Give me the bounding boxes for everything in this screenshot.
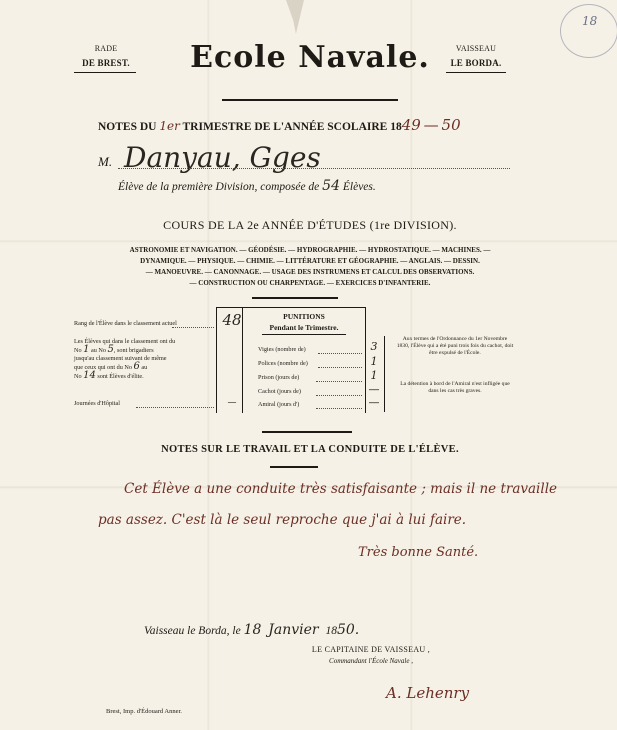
header-right-line1: VAISSEAU [455,44,497,53]
hopital-dotline [136,407,214,408]
header-right-line2: LE BORDA. [450,58,502,68]
hopital-label: Journées d'Hôpital [74,400,120,407]
notes-middle: TRIMESTRE DE L'ANNÉE SCOLAIRE 18 [182,121,402,133]
eleves-n3: 6 [133,361,140,372]
punitions-note-1: Aux termes de l'Ordonnance du 1er Novembre 1830, l'Élève qui a été puni trois fois du cachot, doit être expulsé de l'École. [396,336,514,357]
notes-line-1: Cet Élève a une conduite très satisfaisante ; mais il ne travaille [124,481,558,497]
division-line [118,178,376,194]
division-count-hand: 54 [322,178,340,194]
punition-row-4-dots [316,395,362,396]
notes-trimester-line [98,116,558,134]
closing-month-hand: Janvier [268,622,319,638]
paper-tear [286,0,304,34]
course-rule [252,297,338,299]
eleves-line-3: jusqu'au classement suivant de même [74,355,167,362]
closing-year-prefix: 18 [325,625,337,637]
commandant-title: Commandant l'École Navale , [329,657,413,665]
punition-row-3-dots [316,381,362,382]
header-left-line2: DE BREST. [82,58,130,68]
rang-value: 48 [222,311,242,329]
punitions-top-rule [216,307,366,308]
eleves-n2: 5 [107,344,114,355]
eleves-no-label-4: No [74,373,82,380]
punition-row-2-dots [318,367,362,368]
header-left-rule [74,72,136,73]
notes-heading: NOTES SUR LE TRAVAIL ET LA CONDUITE DE L'ÉLÈVE. [161,444,459,455]
course-line-3: — MANOEUVRE. — CANONNAGE. — USAGE DES INSTRUMENS ET CALCUL DES OBSERVATIONS. [145,268,475,276]
year1-hand: 49 [401,116,421,134]
eleves-no-label-2: au No [91,347,106,354]
captain-title: LE CAPITAINE DE VAISSEAU , [311,645,431,654]
captain-signature: A. Lehenry [386,684,470,702]
closing-le: , le [226,625,241,637]
eleves-brigadiers: , sont brigadiers [113,347,154,354]
punition-row-2-value: 1 [370,355,378,368]
course-line-4: — CONSTRUCTION OU CHARPENTAGE. — EXERCICES D'INFANTERIE. [189,279,431,287]
section-rule-top [262,431,352,433]
punition-row-3-label: Prison (jours de) [258,374,300,381]
corner-note: 18 [582,14,598,28]
notes-line-3: Très bonne Santé. [358,545,479,560]
corner-stamp [560,4,617,58]
punitions-note-2: La détention à bord de l'Amiral n'est infligée que dans les cas très graves. [400,381,510,395]
closing-place: Vaisseau le Borda [144,625,227,637]
closing-year-hand: 50. [336,622,360,638]
closing-line [144,622,359,638]
name-dotline [118,168,510,169]
eleves-block [74,338,216,381]
eleves-au: au [141,364,148,371]
division-prefix: Élève de la première Division, composée de [118,181,320,193]
eleves-line-2 [74,346,216,355]
salutation: M. [98,154,113,169]
eleves-n1: 1 [83,344,90,355]
eleves-elite: sont Élèves d'élite. [97,373,144,380]
eleves-no-label-1: No [74,347,82,354]
division-suffix: Élèves. [342,181,376,193]
notes-heading-rule [270,466,318,468]
course-line-1: ASTRONOMIE ET NAVIGATION. — GÉODÉSIE. — HYDROGRAPHIE. — HYDROSTATIQUE. — MACHINES. — [129,246,491,254]
punition-row-3-value: 1 [370,369,378,382]
punitions-subrule [262,334,346,335]
page-title: Ecole Navale. [190,40,430,75]
header-left-line1: RADE [94,44,118,53]
notes-side-vrule [384,336,385,412]
rang-label: Rang de l'Élève dans le classement actuel [74,320,177,327]
notes-prefix: NOTES DU [98,121,157,133]
punition-row-4-value: — [368,383,380,396]
printer-mark: Brest, Imp. d'Édouard Anner. [106,708,182,715]
course-line-2: DYNAMIQUE. — PHYSIQUE. — CHIMIE. — LITTÉRATURE ET GÉOGRAPHIE. — ANGLAIS. — DESSIN. [140,257,480,265]
punition-row-2-label: Polices (nombre de) [258,360,308,367]
punitions-subheading: Pendant le Trimestre. [269,323,339,332]
punition-row-1-dots [318,353,362,354]
eleves-n4: 14 [83,370,96,381]
trimester-hand: 1er [159,119,180,133]
punition-row-4-label: Cachot (jours de) [258,388,301,395]
eleves-no-label-3: que ceux qui ont du No [74,364,132,371]
eleves-line-5 [74,372,216,381]
punition-row-5-label: Amiral (jours d') [258,401,300,408]
ranking-vrule-b [242,307,243,413]
header-right-rule [446,72,506,73]
rang-dotline [172,327,214,328]
year2-hand: 50 [441,116,461,134]
hopital-value: — [227,398,237,408]
student-name-hand: Danyau, Gges [124,141,321,174]
ranking-vrule-a [216,307,217,413]
punition-row-1-value: 3 [370,340,378,353]
punition-row-1-label: Vigies (nombre de) [258,346,306,353]
punition-row-5-dots [316,408,362,409]
eleves-line-1: Les Élèves qui dans le classement ont du [74,338,176,345]
closing-day-hand: 18 [243,622,262,638]
title-ornament-rule [222,99,398,101]
course-heading: COURS DE LA 2e ANNÉE D'ÉTUDES (1re DIVISION). [163,218,457,232]
year-dash: — [423,116,439,134]
notes-line-2: pas assez. C'est là le seul reproche que j'ai à lui faire. [98,512,467,528]
punitions-heading: PUNITIONS [283,312,325,321]
punition-row-5-value: — [368,396,380,409]
